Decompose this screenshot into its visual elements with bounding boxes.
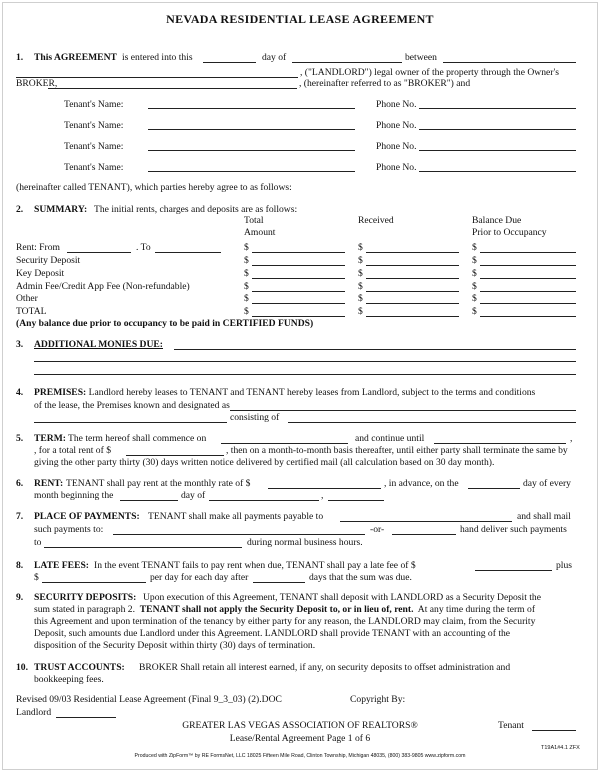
consisting-of-field[interactable] — [288, 422, 576, 423]
section-1-heading: This AGREEMENT — [34, 52, 117, 63]
copyright-label: Copyright By: — [350, 694, 406, 705]
phone-field-1[interactable] — [419, 108, 576, 109]
section-6-line-1a: TENANT shall pay rent at the monthly rate of $ — [66, 478, 251, 489]
section-2-text: The initial rents, charges and deposits are as follows: — [94, 204, 298, 215]
section-6-line-1b: , in advance, on the — [384, 478, 459, 489]
section-10-line-2: bookkeeping fees. — [34, 674, 104, 685]
section-7-line-2c: hand deliver such payments — [460, 524, 567, 535]
additional-monies-field-2[interactable] — [34, 361, 576, 362]
column-prior-to-occupancy: Prior to Occupancy — [472, 227, 547, 238]
day-field[interactable] — [203, 62, 256, 63]
summary-total-dollar: $ — [244, 281, 249, 292]
admin-fee-balance-field[interactable] — [480, 291, 576, 292]
security-deposit-balance-field[interactable] — [480, 265, 576, 266]
phone-label-3: Phone No. — [376, 141, 417, 152]
section-6-number: 6. — [16, 478, 24, 489]
section-8-dollar: $ — [34, 572, 39, 583]
certified-funds-note: (Any balance due prior to occupancy to be paid in CERTIFIED FUNDS) — [16, 318, 314, 329]
summary-row-label: Key Deposit — [16, 268, 65, 279]
landlord-initials-label: Landlord — [16, 707, 52, 718]
beginning-day-field[interactable] — [120, 500, 178, 501]
zipform-footer: Produced with ZipForm™ by RE FormsNet, LLC 18025 Fifteen Mile Road, Clinton Township, Michigan 48035, (800) 383-9805 www.zipform.com — [134, 753, 466, 759]
broker-name-field[interactable] — [48, 88, 297, 89]
other-balance-field[interactable] — [480, 303, 576, 304]
section-9-line-2b: TENANT shall not apply the Security Deposit to, or in lieu of, rent. — [139, 604, 414, 615]
column-total: Total — [244, 215, 264, 226]
column-received: Received — [358, 215, 394, 226]
phone-label-1: Phone No. — [376, 99, 417, 110]
tenant-name-field-1[interactable] — [148, 108, 355, 109]
payable-to-field[interactable] — [340, 521, 512, 522]
rent-to-field[interactable] — [155, 252, 221, 253]
tenant-name-label-4: Tenant's Name: — [64, 162, 124, 173]
summary-received-dollar: $ — [358, 293, 363, 304]
section-5-comma: , — [570, 433, 573, 444]
section-7-line-1a: TENANT shall make all payments payable to — [148, 511, 324, 522]
section-8-line-2c: days that the sum was due. — [309, 572, 412, 583]
summary-received-dollar: $ — [358, 306, 363, 317]
additional-monies-field-3[interactable] — [34, 374, 576, 375]
section-9-line-5: disposition of the Security Deposit within thirty (30) days of termination. — [34, 640, 316, 651]
rent-received-field[interactable] — [366, 252, 459, 253]
summary-received-dollar: $ — [358, 281, 363, 292]
section-8-line-1b: plus — [556, 560, 572, 571]
section-6-heading: RENT: — [34, 478, 64, 489]
section-4-heading: PREMISES: — [34, 387, 87, 398]
section-8-line-2b: per day for each day after — [150, 572, 249, 583]
section-10-line-1: BROKER Shall retain all interest earned, if any, on security deposits to offset administration and — [139, 662, 511, 673]
security-deposit-received-field[interactable] — [366, 265, 459, 266]
summary-balance-dollar: $ — [472, 306, 477, 317]
page-border — [2, 2, 598, 770]
rent-to-label: . To — [136, 242, 151, 253]
additional-monies-field-1[interactable] — [174, 349, 576, 350]
section-4-number: 4. — [16, 387, 24, 398]
beginning-month-field[interactable] — [209, 500, 319, 501]
column-amount: Amount — [244, 227, 276, 238]
section-8-heading: LATE FEES: — [34, 560, 89, 571]
consisting-of-label: consisting of — [230, 412, 280, 423]
section-8-line-1a: In the event TENANT fails to pay rent when due, TENANT shall pay a late fee of $ — [94, 560, 416, 571]
section-1-broker-label: BROKER, — [16, 78, 58, 89]
section-5-number: 5. — [16, 433, 24, 444]
section-6-line-2b: day of — [181, 490, 206, 501]
daily-late-fee-field[interactable] — [42, 582, 146, 583]
key-deposit-total-field[interactable] — [252, 278, 345, 279]
total-rent-field[interactable] — [126, 455, 224, 456]
section-4-text-1: Landlord hereby leases to TENANT and TENANT hereby leases from Landlord, subject to the terms and conditions — [88, 387, 536, 398]
section-6-comma: , — [321, 490, 324, 501]
term-end-field[interactable] — [434, 443, 566, 444]
beginning-year-field[interactable] — [328, 500, 384, 501]
section-7-or: -or- — [370, 524, 385, 535]
key-deposit-received-field[interactable] — [366, 278, 459, 279]
phone-label-2: Phone No. — [376, 120, 417, 131]
rent-received-dollar: $ — [358, 242, 363, 253]
section-5-heading: TERM: — [34, 433, 66, 444]
section-1-broker-text: , (hereinafter referred to as "BROKER") and — [299, 78, 471, 89]
premises-unit-field[interactable] — [34, 422, 227, 423]
phone-field-4[interactable] — [419, 171, 576, 172]
deliver-to-field[interactable] — [44, 547, 242, 548]
section-1-day-of-text: day of — [262, 52, 287, 63]
section-7-number: 7. — [16, 511, 24, 522]
section-7-line-2a: such payments to: — [34, 524, 104, 535]
summary-received-dollar: $ — [358, 268, 363, 279]
monthly-rent-field[interactable] — [268, 488, 381, 489]
summary-balance-dollar: $ — [472, 268, 477, 279]
landlord-name-field-a[interactable] — [443, 62, 576, 63]
tenant-name-label-3: Tenant's Name: — [64, 141, 124, 152]
tenant-name-label-2: Tenant's Name: — [64, 120, 124, 131]
section-6-line-1c: day of every — [523, 478, 571, 489]
summary-balance-dollar: $ — [472, 281, 477, 292]
security-deposit-total-field[interactable] — [252, 265, 345, 266]
summary-row-label: Other — [16, 293, 38, 304]
tenant-name-field-2[interactable] — [148, 129, 355, 130]
phone-field-2[interactable] — [419, 129, 576, 130]
grace-days-field[interactable] — [253, 582, 305, 583]
mail-payments-to-field[interactable] — [113, 534, 365, 535]
summary-row-label: Security Deposit — [16, 255, 81, 266]
section-6-line-2a: month beginning the — [34, 490, 114, 501]
section-2-number: 2. — [16, 204, 24, 215]
summary-balance-dollar: $ — [472, 293, 477, 304]
section-8-number: 8. — [16, 560, 24, 571]
grand-total-field[interactable] — [252, 316, 345, 317]
rent-total-field[interactable] — [252, 252, 345, 253]
summary-balance-dollar: $ — [472, 255, 477, 266]
summary-row-label: TOTAL — [16, 306, 47, 317]
landlord-initials-field[interactable] — [56, 717, 116, 718]
summary-row-label: Admin Fee/Credit App Fee (Non-refundable) — [16, 281, 190, 292]
tenant-name-field-4[interactable] — [148, 171, 355, 172]
section-7-heading: PLACE OF PAYMENTS: — [34, 511, 140, 522]
rent-balance-dollar: $ — [472, 242, 477, 253]
tenant-initials-label: Tenant — [498, 720, 524, 731]
summary-total-dollar: $ — [244, 293, 249, 304]
section-3-heading: ADDITIONAL MONIES DUE: — [34, 339, 163, 350]
key-deposit-balance-field[interactable] — [480, 278, 576, 279]
hand-deliver-field[interactable] — [392, 534, 456, 535]
page-number: Lease/Rental Agreement Page 1 of 6 — [229, 733, 371, 744]
revision-note: Revised 09/03 Residential Lease Agreement (Final 9_3_03) (2).DOC — [16, 694, 282, 705]
landlord-name-field-b[interactable] — [16, 77, 298, 78]
phone-field-3[interactable] — [419, 150, 576, 151]
total-received-field[interactable] — [366, 316, 459, 317]
section-10-number: 10. — [16, 662, 28, 673]
document-title: NEVADA RESIDENTIAL LEASE AGREEMENT — [166, 12, 434, 26]
column-balance-due: Balance Due — [472, 215, 522, 226]
section-10-heading: TRUST ACCOUNTS: — [34, 662, 125, 673]
section-3-number: 3. — [16, 339, 24, 350]
tenant-initials-field[interactable] — [532, 730, 576, 731]
summary-total-dollar: $ — [244, 255, 249, 266]
section-9-line-1: Upon execution of this Agreement, TENANT shall deposit with LANDLORD as a Security Deposit the — [143, 592, 541, 603]
late-fee-amount-field[interactable] — [475, 570, 552, 571]
section-7-line-1b: and shall mail — [517, 511, 571, 522]
section-5-line-2b: , then on a month-to-month basis thereafter, until either party shall terminate the same by — [226, 445, 568, 456]
section-1-between-text: between — [405, 52, 437, 63]
term-start-field[interactable] — [221, 443, 348, 444]
section-9-line-2a: sum stated in paragraph 2. — [34, 604, 135, 615]
premises-address-field[interactable] — [230, 410, 576, 411]
rent-from-label: Rent: From — [16, 242, 60, 253]
section-4-line-1 — [34, 388, 535, 398]
section-5-line-1b: and continue until — [355, 433, 425, 444]
section-1-tail: (hereinafter called TENANT), which parties hereby agree to as follows: — [16, 182, 292, 193]
tenant-name-field-3[interactable] — [148, 150, 355, 151]
section-9-line-3: this Agreement and upon termination of the tenancy by either party for any reason, the LANDLORD may claim, from the Security — [34, 616, 536, 627]
section-2-heading: SUMMARY: — [34, 204, 88, 215]
summary-received-dollar: $ — [358, 255, 363, 266]
section-9-line-4: Deposit, such amounts due Landlord under this Agreement. LANDLORD shall provide TENANT with an accounting of the — [34, 628, 511, 639]
rent-from-field[interactable] — [67, 252, 131, 253]
form-id: T19A1#4.1 ZFX — [541, 745, 580, 751]
section-9-number: 9. — [16, 592, 24, 603]
tenant-name-label-1: Tenant's Name: — [64, 99, 124, 110]
section-1-number: 1. — [16, 52, 24, 63]
section-7-line-3a: to — [34, 537, 42, 548]
section-5-line-2a: , for a total rent of $ — [34, 445, 111, 456]
rent-balance-field[interactable] — [480, 252, 576, 253]
section-1-entered-text: is entered into this — [122, 52, 193, 63]
total-balance-field[interactable] — [480, 316, 576, 317]
section-7-line-3b: during normal business hours. — [247, 537, 363, 548]
admin-fee-received-field[interactable] — [366, 291, 459, 292]
section-9-heading: SECURITY DEPOSITS: — [34, 592, 137, 603]
association-name: GREATER LAS VEGAS ASSOCIATION OF REALTORS® — [182, 720, 418, 731]
month-year-field[interactable] — [292, 62, 402, 63]
other-received-field[interactable] — [366, 303, 459, 304]
section-9-line-2 — [34, 605, 535, 615]
section-1-landlord-text: , ("LANDLORD") legal owner of the property through the Owner's — [300, 67, 559, 78]
rent-total-dollar: $ — [244, 242, 249, 253]
other-total-field[interactable] — [252, 303, 345, 304]
summary-total-dollar: $ — [244, 268, 249, 279]
phone-label-4: Phone No. — [376, 162, 417, 173]
admin-fee-total-field[interactable] — [252, 291, 345, 292]
section-9-line-2c: At any time during the term of — [417, 604, 536, 615]
summary-total-dollar: $ — [244, 306, 249, 317]
section-4-text-2: of the lease, the Premises known and designated as — [34, 400, 230, 411]
section-5-line-1a: The term hereof shall commence on — [68, 433, 207, 444]
section-5-line-3: giving the other party thirty (30) days written notice delivered by certified mail (all calculation based on 30 day month). — [34, 457, 495, 468]
rent-due-day-field[interactable] — [468, 488, 520, 489]
